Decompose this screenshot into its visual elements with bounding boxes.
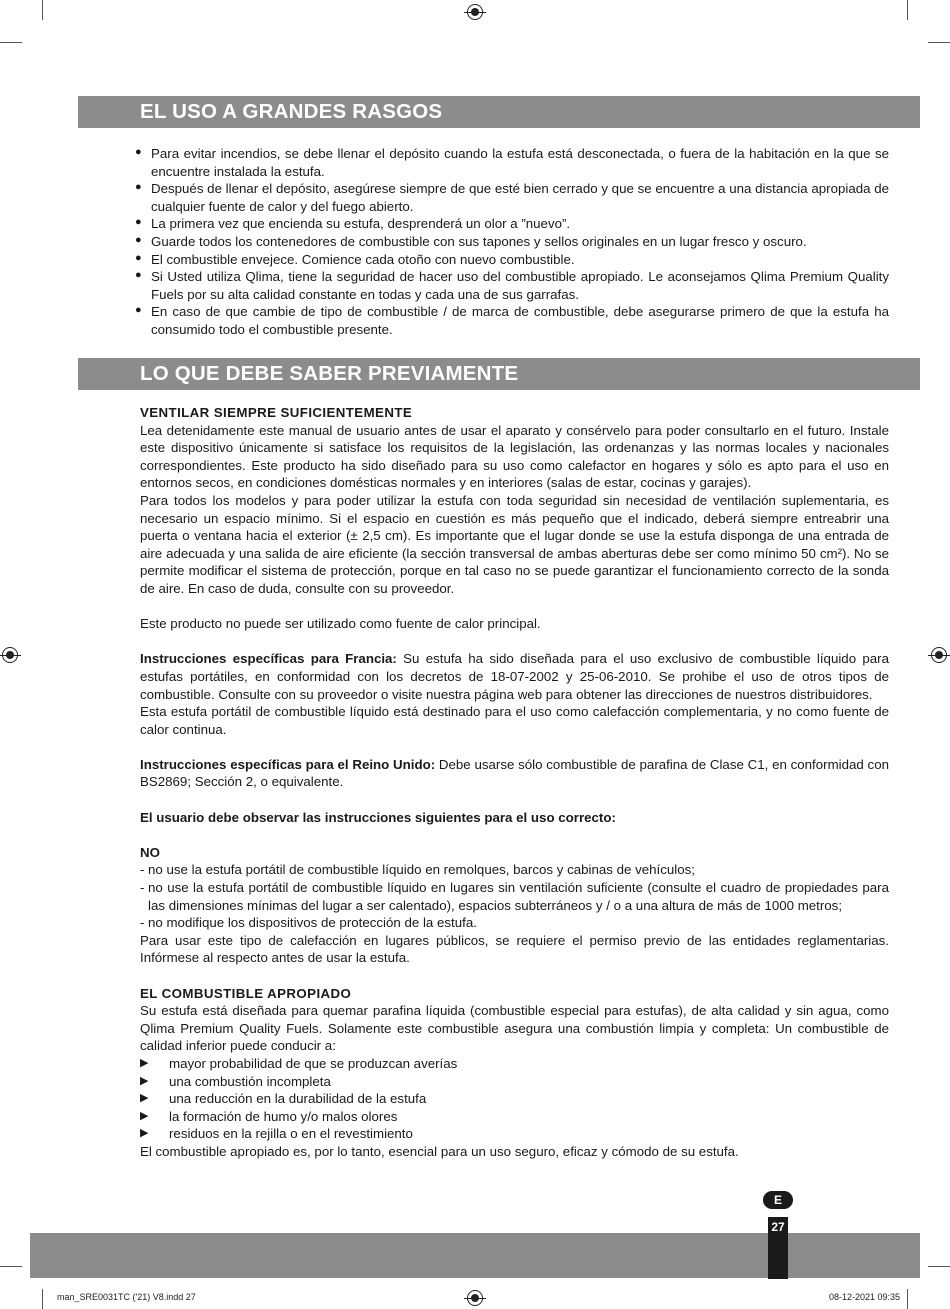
list-item: ● Para evitar incendios, se debe llenar el depósito cuando la estufa está desconectada, o fuera de la habitación en la que se encuentre instalada la estufa.	[140, 145, 889, 180]
list-item: ● El combustible envejece. Comience cada otoño con nuevo combustible.	[140, 251, 889, 269]
paragraph: Esta estufa portátil de combustible líquido está destinado para el uso como calefacción complementaria, y no como fuente de calor continua.	[140, 704, 889, 737]
section-title-previamente: LO QUE DEBE SABER PREVIAMENTE	[78, 358, 920, 390]
crop-mark	[0, 1266, 22, 1267]
list-item: ▶ mayor probabilidad de que se produzcan averías	[140, 1055, 889, 1073]
subheading-no: NO	[140, 844, 160, 860]
list-item: - no use la estufa portátil de combustible líquido en lugares sin ventilación suficiente (consulte el cuadro de propiedades para las dimensiones mínimas del lugar a ser calentado), espacios subterráneos y / o a una altura de más de 1000 metros;	[140, 879, 889, 914]
fuel-list	[140, 1055, 889, 1143]
paragraph: Para todos los modelos y para poder utilizar la estufa con toda seguridad sin necesidad de ventilación suplementaria, es necesario un espacio mínimo. Si el espacio en cuestión es más pequeño que el indicado, deberá siempre entreabrir una puerta o ventana hacia el exterior (± 2,5 cm). Es importante que el lugar donde se use la estufa disponga de una entrada de aire adecuada y una salida de aire eficiente (la sección transversal de ambas aberturas debe ser como mínimo 50 cm²). No se permite modificar el sistema de protección, porque en tal caso no se puede garantizar el funcionamiento correcto de la sonda de aire. En caso de duda, consulte con su proveedor.	[140, 492, 889, 596]
registration-mark-icon	[467, 1290, 483, 1306]
list-item: - no modifique los dispositivos de protección de la estufa.	[140, 914, 889, 932]
list-item: ● Guarde todos los contenedores de combustible con sus tapones y sellos originales en un lugar fresco y oscuro.	[140, 233, 889, 251]
paragraph-observe: El usuario debe observar las instrucciones siguientes para el uso correcto:	[140, 809, 616, 825]
subheading-combustible: EL COMBUSTIBLE APROPIADO	[140, 985, 352, 1001]
crop-mark	[42, 1289, 43, 1309]
subheading-ventilar: VENTILAR SIEMPRE SUFICIENTEMENTE	[140, 405, 413, 420]
bullet-list	[140, 145, 889, 339]
crop-mark	[42, 0, 43, 20]
page-number: 27	[768, 1217, 788, 1279]
registration-mark-icon	[931, 647, 947, 663]
section-uso-body	[140, 145, 889, 339]
section-previamente-body	[140, 404, 889, 1161]
no-list	[140, 861, 889, 931]
paragraph-francia	[140, 650, 889, 703]
list-item: - no use la estufa portátil de combustible líquido en remolques, barcos y cabinas de vehículos;	[140, 861, 889, 879]
date-slug: 08-12-2021 09:35	[829, 1292, 901, 1302]
crop-mark	[907, 0, 908, 20]
paragraph: Su estufa está diseñada para quemar parafina líquida (combustible especial para estufas), de alta calidad y sin agua, como Qlima Premium Quality Fuels. Solamente este combustible asegura una combustión limpia y completa: Un combustible de calidad inferior puede conducir a:	[140, 1003, 889, 1054]
file-slug: man_SRE0031TC ('21) V8.indd 27	[57, 1292, 196, 1302]
list-item: ● La primera vez que encienda su estufa, desprenderá un olor a ”nuevo”.	[140, 215, 889, 233]
paragraph-uk	[140, 756, 889, 791]
list-item: ● Después de llenar el depósito, asegúrese siempre de que esté bien cerrado y que se encuentre a una distancia apropiada de cualquier fuente de calor y del fuego abierto.	[140, 180, 889, 215]
section-title-uso: EL USO A GRANDES RASGOS	[78, 96, 920, 128]
paragraph: Lea detenidamente este manual de usuario antes de usar el aparato y consérvelo para poder consultarlo en el futuro. Instale este dispositivo únicamente si satisface los requisitos de la legislación, las ordenanzas y las normas locales y nacionales correspondientes. Este producto ha sido diseñado para su uso como calefactor en hogares y sólo es apto para el uso en entornos secos, en condiciones domésticas normales y en interiores (salas de estar, cocinas y garajes).	[140, 422, 889, 491]
list-item: ▶ una reducción en la durabilidad de la estufa	[140, 1090, 889, 1108]
language-badge: E	[763, 1191, 793, 1209]
registration-mark-icon	[467, 4, 483, 20]
text-uk: Debe usarse sólo combustible de parafina de Clase C1, en conformidad con BS2869; Sección 2, o equivalente.	[140, 756, 889, 790]
paragraph: Para usar este tipo de calefacción en lugares públicos, se requiere el permiso previo de las entidades reglamentarias. Infórmese al respecto antes de usar la estufa.	[140, 932, 889, 966]
registration-mark-icon	[2, 647, 18, 663]
label-uk: Instrucciones específicas para el Reino Unido:	[140, 756, 436, 772]
list-item: ▶ residuos en la rejilla o en el revestimiento	[140, 1125, 889, 1143]
label-francia: Instrucciones específicas para Francia:	[140, 651, 397, 667]
paragraph: Este producto no puede ser utilizado como fuente de calor principal.	[140, 616, 541, 632]
crop-mark	[928, 42, 950, 43]
crop-mark	[0, 42, 22, 43]
list-item: ▶ una combustión incompleta	[140, 1073, 889, 1091]
list-item: ● Si Usted utiliza Qlima, tiene la seguridad de hacer uso del combustible apropiado. Le aconsejamos Qlima Premium Quality Fuels por su alta calidad constante en todas y cada una de sus garrafas.	[140, 268, 889, 303]
list-item: ▶ la formación de humo y/o malos olores	[140, 1108, 889, 1126]
list-item: ● En caso de que cambie de tipo de combustible / de marca de combustible, debe asegurarse primero de que la estufa ha consumido todo el combustible presente.	[140, 303, 889, 338]
paragraph: El combustible apropiado es, por lo tanto, esencial para un uso seguro, eficaz y cómodo de su estufa.	[140, 1143, 739, 1159]
text-francia: Su estufa ha sido diseñada para el uso exclusivo de combustible líquido para estufas portátiles, en conformidad con los decretos de 18-07-2002 y 25-06-2010. Se prohibe el uso de otros tipos de combustible. Consulte con su proveedor o visite nuestra página web para obtener las direcciones de nuestros distribuidores.	[140, 651, 890, 702]
crop-mark	[928, 1266, 950, 1267]
crop-mark	[907, 1289, 908, 1309]
